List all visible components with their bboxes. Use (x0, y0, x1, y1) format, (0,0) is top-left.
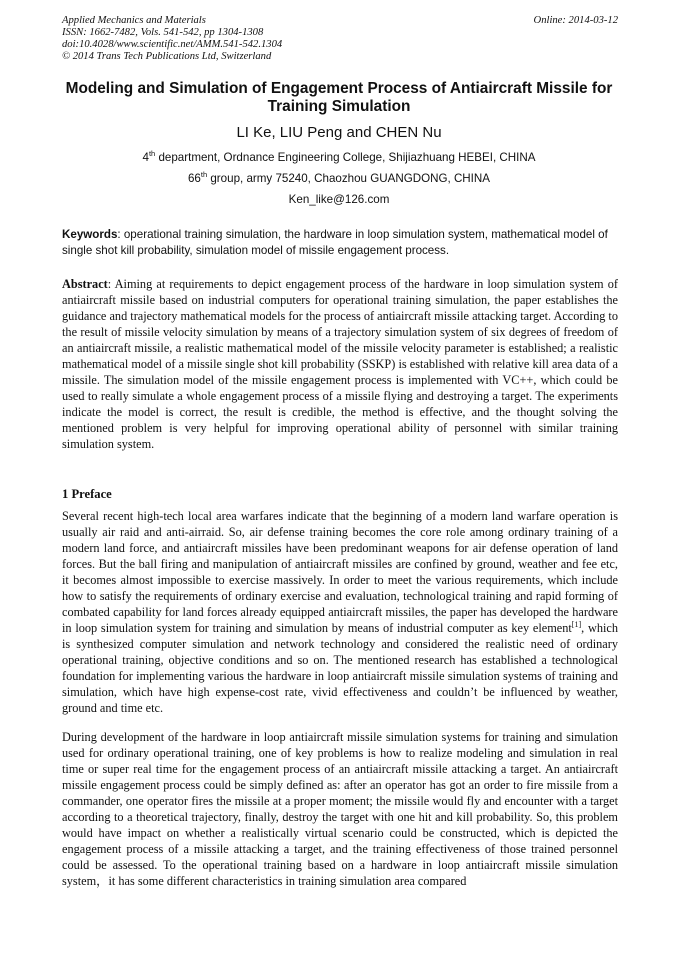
issn-line: ISSN: 1662-7482, Vols. 541-542, pp 1304-1308 (62, 27, 264, 38)
doi-line: doi:10.4028/www.scientific.net/AMM.541-542.1304 (62, 39, 283, 50)
preface-paragraph-1-text-a: Several recent high-tech local area warfares indicate that the beginning of a modern land warfare operation is usually air raid and anti-airraid. So, air defense training becomes the core role among ordinary training of a modern land force, and antiaircraft missiles have been predominant weapons for air defense operation of land forces. But the ball firing and manipulation of antiaircraft missiles are confined by ground, weather and fee etc, it becomes almost impossible to exercise massively. In order to meet the various requirements, which include how to satisfy the requirements of ordinary exercise and evaluation, technological training and rapid forming of combated capability for land forces already equipped antiaircraft missiles, the paper has developed the hardware in loop simulation system for training and simulation by means of industrial computer as key element (62, 509, 618, 635)
author-email: Ken_like@126.com (288, 193, 390, 206)
affiliation-2-text: group, army 75240, Chaozhou GUANGDONG, CHINA (207, 172, 491, 185)
paper-authors: LI Ke, LIU Peng and CHEN Nu (236, 124, 442, 141)
copyright-line: © 2014 Trans Tech Publications Ltd, Switzerland (62, 51, 272, 62)
affiliation-2 (40, 172, 638, 186)
preface-paragraph-1-text-b: , which is synthesized computer simulation and network technology and considered the realistic need of ordinary operational training, objective conditions and so on. The mentioned research has established a technological foundation for implementing various the hardware in loop antiaircraft missile simulation systems of training and simulation, which have high expense-cost rate, vivid effectiveness and couldn’t be influenced by weather, ground and time etc. (62, 621, 619, 715)
online-date: Online: 2014-03-12 (533, 15, 618, 26)
affiliation-2-number: 66 (187, 172, 201, 185)
preface-paragraph-2: During development of the hardware in loop antiaircraft missile simulation systems for training and simulation used for ordinary operational training, one of key problems is how to realize modeling and simulation in real time or super real time for the engagement process of an antiaircraft missile attacking a target. An antiaircraft missile engagement process could be simply defined as: after an operator has got an order to fire missile from a commander, one operator fires the missile at a proper moment; the missile would fly and encounter with a target according to a theoretical trajectory, finally, destroy the target with one hit and kill probability. So, this problem would have impact on whether a realistically virtual scenario could be constructed, which is depicted the engagement process of a missile attacking a target, and the training effectiveness of those trained personnel could be assessed. To the operational training based on a hardware in loop antiaircraft missile simulation system，it has some different characteristics in training simulation area compared (62, 730, 618, 888)
abstract-block (62, 276, 618, 452)
section-heading-preface: 1 Preface (62, 487, 112, 501)
paper-title: Modeling and Simulation of Engagement Process of Antiaircraft Missile for Training Simulation (65, 80, 613, 115)
citation-reference: [1] (571, 620, 582, 629)
journal-name: Applied Mechanics and Materials (62, 15, 206, 26)
affiliation-2-suffix: th (200, 170, 208, 179)
keywords-text: : operational training simulation, the hardware in loop simulation system, mathematical model of single shot kill probability, simulation model of missile engagement process. (62, 228, 608, 257)
abstract-label: Abstract (62, 277, 108, 291)
affiliation-1-suffix: th (148, 149, 156, 158)
keywords-label: Keywords (62, 228, 118, 241)
affiliation-1 (40, 151, 638, 165)
preface-paragraph-1 (62, 508, 618, 716)
affiliation-1-text: department, Ordnance Engineering College, Shijiazhuang HEBEI, CHINA (155, 151, 536, 164)
abstract-text: : Aiming at requirements to depict engagement process of the hardware in loop simulation system of antiaircraft missile based on industrial computers for operational training simulation, the paper establishes the guidance and trajectory mathematical models for the process of antiaircraft missile attacking target. According to the result of missile velocity simulation by means of a trajectory simulation system of six degrees of freedom of an antiaircraft missile, a realistic mathematical model of the missile velocity parameter is established; a realistic mathematical model of a missile single shot kill probability (SSKP) is established with relative kill area data of a missile. The simulation model of the missile engagement process is implemented with VC++, which could be used to really simulate a whole engagement process of a missile flying and destroying a target. The experiments indicate the model is correct, the result is credible, the method is effective, and the thought solving the mentioned problem is very helpful for improving operational ability of personnel with similar training simulation system. (62, 277, 619, 451)
affiliation-1-number: 4 (142, 151, 149, 164)
keywords-block (62, 227, 618, 258)
publication-header (62, 15, 618, 63)
